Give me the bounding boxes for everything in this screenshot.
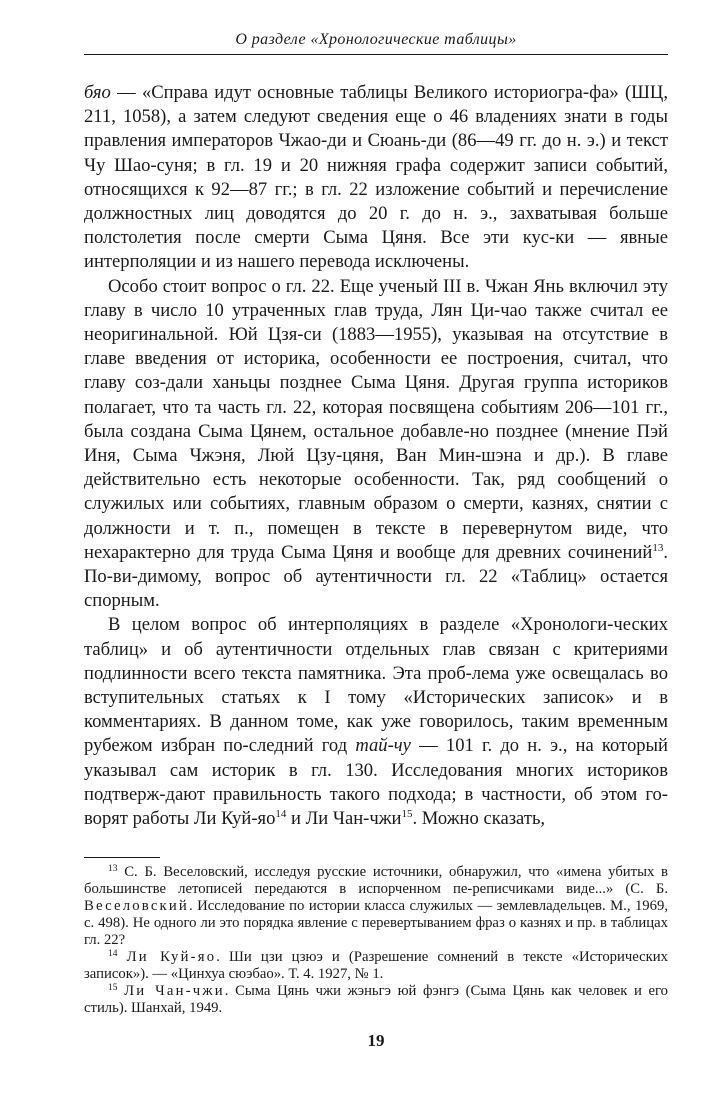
spaced-author: Ли Чан-чжи xyxy=(124,983,225,1000)
footnote-separator xyxy=(84,857,160,858)
main-text xyxy=(84,81,668,831)
footnotes xyxy=(84,864,668,1017)
footnote-14 xyxy=(84,949,668,983)
footnote-number: 13 xyxy=(108,864,118,875)
footnote-text: . Исследование по истории класса служилых — землевладельцев. М., 1969, с. 498). Не одного ли это порядка явление с перевертыванием фраз о казнях и пр. в таблицах гл. 22? xyxy=(84,898,668,949)
footnote-number: 14 xyxy=(108,949,118,960)
paragraph-text: . Можно сказать, xyxy=(412,808,546,830)
footnote-ref-14[interactable]: 14 xyxy=(275,808,287,821)
spaced-author: Ли Куй-яо xyxy=(126,949,217,966)
running-head: О разделе «Хронологические таблицы» xyxy=(84,30,668,55)
footnote-13 xyxy=(84,864,668,949)
book-page xyxy=(84,30,668,1051)
footnote-15 xyxy=(84,983,668,1017)
paragraph-2 xyxy=(84,275,668,614)
paragraph-1 xyxy=(84,81,668,275)
footnote-text: С. Б. Веселовский, исследуя русские источники, обнаружил, что «имена убитых в большинстве летописей передаются в испорченном пе-реписчиками виде...» (С. Б. xyxy=(84,864,668,898)
paragraph-3 xyxy=(84,613,668,831)
footnote-text: . Ши цзи цзюэ и (Разрешение сомнений в тексте «Исторических записок»). — «Цинхуа сюэбао». Т. 4. 1927, № 1. xyxy=(84,949,668,983)
page-number: 19 xyxy=(367,1031,385,1051)
footnote-number: 15 xyxy=(108,983,118,994)
paragraph-text: Особо стоит вопрос о гл. 22. Еще ученый III в. Чжан Янь включил эту главу в число 10 утраченных глав труда, Лян Ци-чао также считал ее неоригинальной. Юй Цзя-си (1883—1955), указывая на отсутствие в главе введения от историка, особенности ее построения, считал, что главу соз-дали ханьцы позднее Сыма Цяня. Другая группа историков полагает, что та часть гл. 22, которая посвящена событиям 206—101 гг., была создана Сыма Цянем, остальное добавле-но позднее (мнение Пэй Иня, Сыма Чжэня, Люй Цзу-цяня, Ван Мин-шэна и др.). В главе действительно есть некоторые особенности. Так, ряд сообщений о служилых или событиях, главным образом о смерти, казнях, снятии с должности и т. п., помещен в тексте в перевернутом виде, что нехарактерно для труда Сыма Цяня и вообще для древних сочинений xyxy=(84,275,668,563)
italic-term: тай-чу xyxy=(355,735,411,757)
paragraph-text: и Ли Чан-чжи xyxy=(286,808,402,830)
footnote-ref-13[interactable]: 13 xyxy=(652,541,664,554)
italic-term: бяо xyxy=(84,82,111,103)
footnote-ref-15[interactable]: 15 xyxy=(401,808,413,821)
paragraph-text: — 101 г. до н. э., на который указывал сам историк в гл. 130. Исследования многих историков подтверж-дают правильность такого подхода; в частности, об этом го-ворят работы Ли Куй-яо xyxy=(84,735,668,830)
paragraph-text: В целом вопрос об интерполяциях в разделе «Хронологи-ческих таблиц» и об аутентичности отдельных глав связан с критериями подлинности всего текста памятника. Эта проб-лема уже освещалась во вступительных статьях к I тому «Исторических записок» и в комментариях. В данном томе, как уже говорилось, таким временным рубежом избран по-следний год xyxy=(84,614,668,757)
spaced-author: Веселовский xyxy=(84,898,189,915)
paragraph-text: . По-ви-димому, вопрос об аутентичности гл. 22 «Таблиц» остается спорным. xyxy=(84,541,668,612)
footnote-text: . Сыма Цянь чжи жэньгэ юй фэнгэ (Сыма Цянь как человек и его стиль). Шанхай, 1949. xyxy=(84,983,668,1017)
paragraph-text: — «Справа идут основные таблицы Великого историогра-фа» (ШЦ, 211, 1058), а затем следуют сведения еще о 46 владениях знати в годы правления императоров Чжао-ди и Сюань-ди (86—49 гг. до н. э.) и текст Чу Шао-суня; в гл. 19 и 20 нижняя графа содержит записи событий, относящихся к 92—87 гг.; в гл. 22 изложение событий и перечисление должностных лиц доводятся до 20 г. до н. э., захватывая больше полстолетия после смерти Сыма Цяня. Все эти кус-ки — явные интерполяции и из нашего перевода исключены. xyxy=(84,82,668,273)
